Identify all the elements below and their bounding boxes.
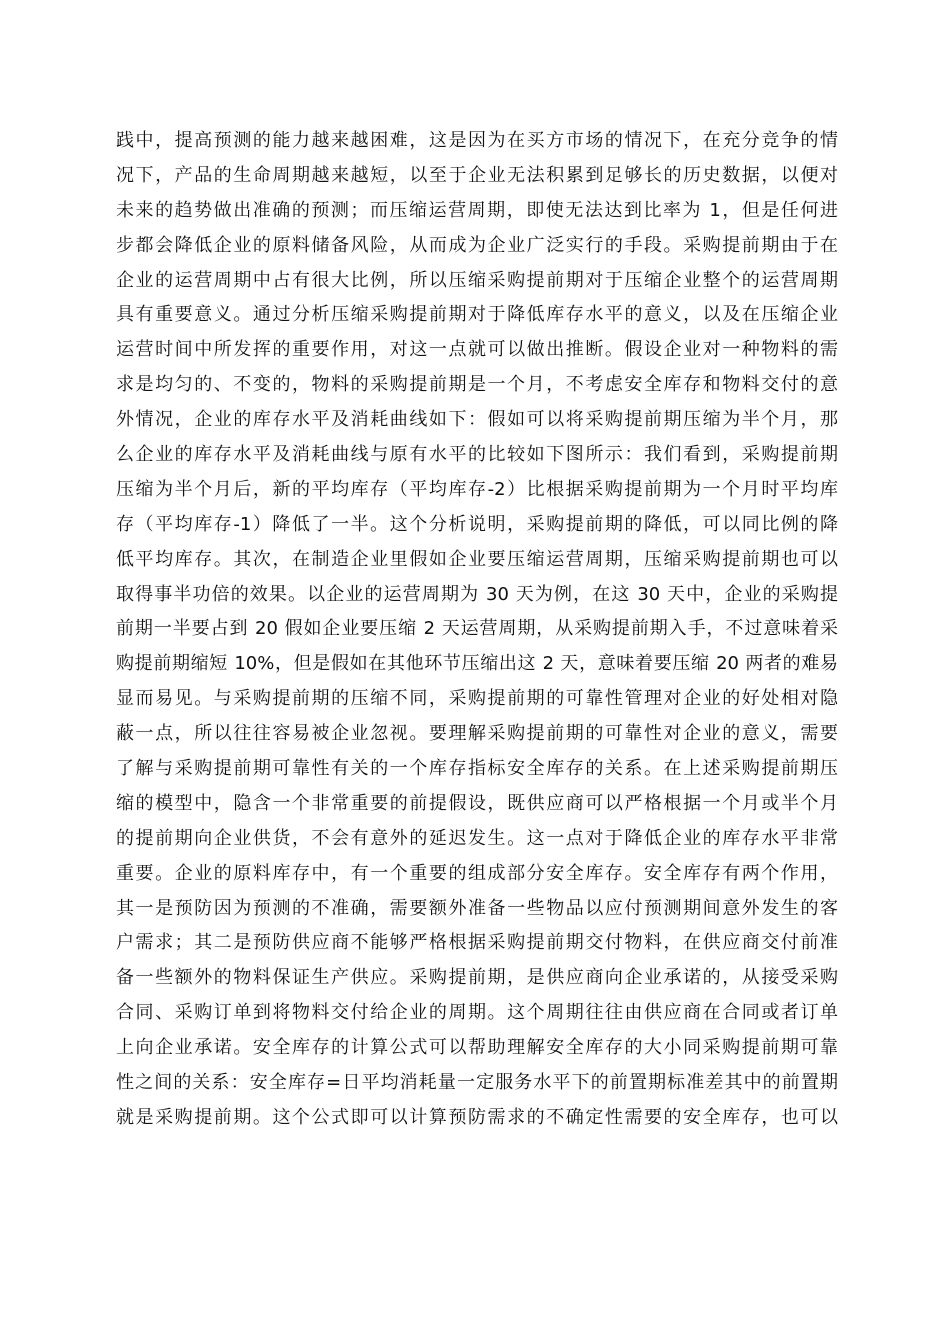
text-line: 企业的运营周期中占有很大比例，所以压缩采购提前期对于压缩企业整个的运营周期 [116, 269, 838, 291]
text-line: 外情况，企业的库存水平及消耗曲线如下：假如可以将采购提前期压缩为半个月，那 [116, 409, 838, 431]
text-line: 存（平均库存-1）降低了一半。这个分析说明，采购提前期的降低，可以同比例的降 [116, 513, 838, 535]
text-line: 了解与采购提前期可靠性有关的一个库存指标安全库存的关系。在上述采购提前期压 [116, 758, 838, 780]
text-line: 合同、采购订单到将物料交付给企业的周期。这个周期往往由供应商在合同或者订单 [116, 1002, 838, 1024]
text-line: 具有重要意义。通过分析压缩采购提前期对于降低库存水平的意义，以及在压缩企业 [116, 304, 838, 326]
text-line: 购提前期缩短 10%，但是假如在其他环节压缩出这 2 天，意味着要压缩 20 两者的难易 [116, 653, 838, 675]
text-line: 显而易见。与采购提前期的压缩不同，采购提前期的可靠性管理对企业的好处相对隐 [116, 688, 838, 710]
text-line: 运营时间中所发挥的重要作用，对这一点就可以做出推断。假设企业对一种物料的需 [116, 339, 838, 361]
text-line: 重要。企业的原料库存中，有一个重要的组成部分安全库存。安全库存有两个作用， [116, 862, 838, 884]
text-line: 压缩为半个月后，新的平均库存（平均库存-2）比根据采购提前期为一个月时平均库 [116, 478, 838, 500]
text-line: 求是均匀的、不变的，物料的采购提前期是一个月，不考虑安全库存和物料交付的意 [116, 374, 838, 396]
text-line: 就是采购提前期。这个公式即可以计算预防需求的不确定性需要的安全库存，也可以 [116, 1106, 838, 1128]
text-line: 蔽一点，所以往往容易被企业忽视。要理解采购提前期的可靠性对企业的意义，需要 [116, 723, 838, 745]
text-line: 取得事半功倍的效果。以企业的运营周期为 30 天为例，在这 30 天中，企业的采购提 [116, 583, 838, 605]
text-line: 前期一半要占到 20 假如企业要压缩 2 天运营周期，从采购提前期入手，不过意味着采 [116, 618, 838, 640]
text-line: 缩的模型中，隐含一个非常重要的前提假设，既供应商可以严格根据一个月或半个月 [116, 792, 838, 814]
text-line: 况下，产品的生命周期越来越短，以至于企业无法积累到足够长的历史数据，以便对 [116, 164, 838, 186]
text-line: 步都会降低企业的原料储备风险，从而成为企业广泛实行的手段。采购提前期由于在 [116, 234, 838, 256]
text-line: 践中，提高预测的能力越来越困难，这是因为在买方市场的情况下，在充分竞争的情 [116, 130, 838, 151]
text-line: 么企业的库存水平及消耗曲线与原有水平的比较如下图所示：我们看到，采购提前期 [116, 444, 838, 466]
text-line: 未来的趋势做出准确的预测；而压缩运营周期，即使无法达到比率为 1，但是任何进 [116, 199, 838, 221]
text-line: 备一些额外的物料保证生产供应。采购提前期，是供应商向企业承诺的，从接受采购 [116, 967, 838, 989]
text-line: 上向企业承诺。安全库存的计算公式可以帮助理解安全库存的大小同采购提前期可靠 [116, 1037, 838, 1059]
text-line: 性之间的关系：安全库存=日平均消耗量一定服务水平下的前置期标准差其中的前置期 [116, 1072, 838, 1094]
text-line: 低平均库存。其次，在制造企业里假如企业要压缩运营周期，压缩采购提前期也可以 [116, 548, 838, 570]
body-text [116, 124, 838, 1136]
text-line: 其一是预防因为预测的不准确，需要额外准备一些物品以应付预测期间意外发生的客 [116, 897, 838, 919]
text-line: 的提前期向企业供货，不会有意外的延迟发生。这一点对于降低企业的库存水平非常 [116, 827, 838, 849]
text-line: 户需求；其二是预防供应商不能够严格根据采购提前期交付物料，在供应商交付前准 [116, 932, 838, 954]
